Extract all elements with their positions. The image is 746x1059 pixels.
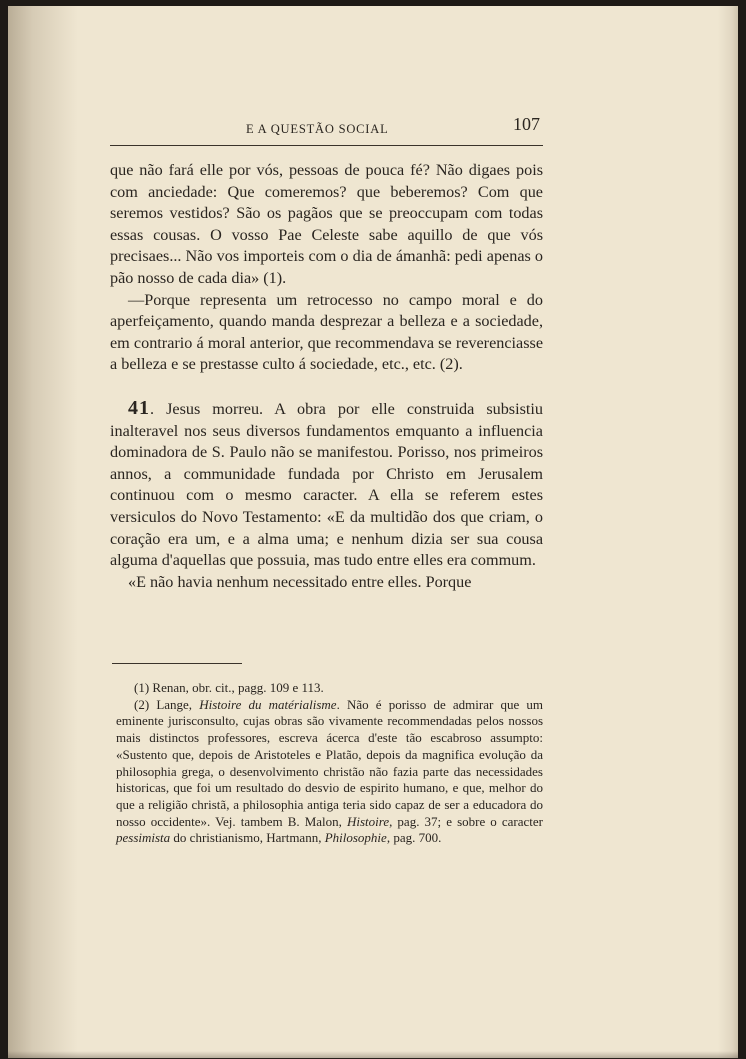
body-text	[110, 160, 543, 593]
footnote-2-title-philosophie: Philosophie	[324, 830, 387, 846]
running-title: E A QUESTÃO SOCIAL	[246, 122, 389, 136]
footnote-2-part-a: (2) Lange,	[134, 696, 200, 712]
footnote-separator	[112, 663, 242, 664]
footnote-2-part-e: , pag. 700.	[386, 830, 442, 846]
section-number: 41	[128, 396, 150, 419]
footnote-2-part-b: . Não é porisso de admirar que um eminente jurisconsulto, cujas obras são vivamente recommendadas pelos nossos mais distinctos professores, escreva ácerca d'este tão escabroso assumpto: «Sustento que, depois de Aristoteles e Platão, depois da magnifica evolução da philosophia grega, o desenvolvimento christão não fazia parte das necessidades historicas, que foi um resultado do desvio de espirito humano, e que, melhor do que a religião christã, a philosophia antiga teria sido capaz de ser a educadora do nosso occidente». Vej. tambem B. Malon,	[116, 696, 544, 829]
footnote-2-title-histoire: Histoire	[346, 813, 390, 829]
paragraph-continuation: que não fará elle por vós, pessoas de pouca fé? Não digaes pois com anciedade: Que comeremos? que beberemos? Com que seremos vestidos? São os pagãos que se preoccupam com todas essas cousas. O vosso Pae Celeste sabe aquillo de que vós precisaes... Não vos importeis com o dia de ámanhã: pedi apenas o pão nosso de cada dia» (1).	[110, 161, 543, 287]
page-bottom-shadow	[8, 1051, 738, 1059]
header-rule	[110, 145, 543, 146]
footnote-2-title-pessimista: pessimista	[116, 830, 171, 846]
footnote-2-part-d: do christianismo, Hartmann,	[170, 830, 325, 846]
page-number: 107	[513, 114, 540, 134]
page-edge	[718, 6, 738, 1058]
footnote-2-title-histoire-materialisme: Histoire du matérialisme	[199, 696, 337, 712]
footnotes	[116, 680, 543, 847]
paragraph-41	[110, 398, 543, 572]
page-gutter-shadow	[8, 6, 78, 1058]
footnote-2	[116, 697, 543, 847]
footnote-1: (1) Renan, obr. cit., pagg. 109 e 113.	[134, 680, 324, 695]
footnote-2-part-c: , pag. 37; e sobre o caracter	[389, 813, 543, 829]
page-header	[110, 112, 540, 142]
paragraph-41-text: . Jesus morreu. A obra por elle construida subsistiu inalteravel nos seus diversos fundamentos emquanto a influencia dominadora de S. Paulo não se manifestou. Porisso, nos primeiros annos, a communidade fundada por Christo em Jerusalem continuou com o mesmo caracter. A ella se referem estes versiculos do Novo Testamento: «E da multidão dos que criam, o coração era um, e a alma uma; e nenhum dizia ser sua cousa alguma d'aquellas que possuia, mas tudo entre elles era commum.	[110, 399, 543, 570]
paragraph-quote-continuation: «E não havia nenhum necessitado entre elles. Porque	[128, 572, 472, 591]
paragraph-porque: —Porque representa um retrocesso no campo moral e do aperfeiçamento, quando manda desprezar a belleza e a sociedade, em contrario á moral anterior, que recommendava se reverenciasse a belleza e se prestasse culto á sociedade, etc., etc. (2).	[110, 290, 543, 374]
